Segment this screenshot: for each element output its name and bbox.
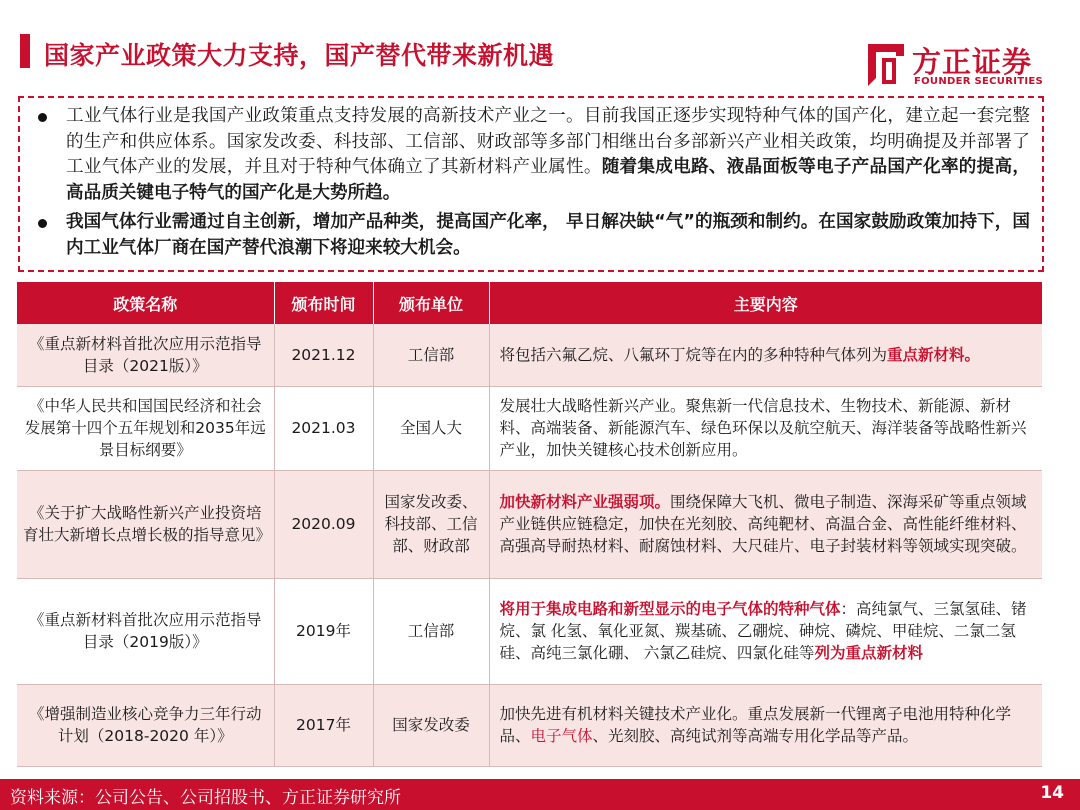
policy-name-cell: 《重点新材料首批次应用示范指导目录（2019版）》 — [17, 578, 274, 684]
issue-date-cell: 2019年 — [274, 578, 373, 684]
summary-box — [18, 96, 1044, 272]
issue-date-cell: 2021.03 — [274, 386, 373, 470]
policy-name-cell: 《重点新材料首批次应用示范指导目录（2021版）》 — [17, 324, 274, 386]
content-cell — [489, 324, 1042, 386]
header-issuer: 颁布单位 — [373, 282, 489, 324]
policy-table — [17, 282, 1042, 767]
issue-date-cell: 2020.09 — [274, 470, 373, 578]
table-row — [17, 470, 1042, 578]
content-text-2: 、光刻胶、高纯试剂等高端专用化学品等产品。 — [592, 727, 919, 745]
page-number: 14 — [1040, 783, 1064, 803]
brand-logo — [862, 42, 1062, 92]
policy-name-cell: 《增强制造业核心竞争力三年行动计划（2018-2020 年）》 — [17, 684, 274, 766]
content-highlight: 将用于集成电路和新型显示的电子气体的特种气体 — [499, 600, 841, 618]
table-row — [17, 386, 1042, 470]
bullet-dot-icon — [38, 113, 47, 122]
table-header-row — [17, 282, 1042, 324]
logo-cn-text: 方正证券 — [912, 45, 1033, 79]
policy-name-cell: 《关于扩大战略性新兴产业投资培育壮大新增长点增长极的指导意见》 — [17, 470, 274, 578]
issuer-cell: 工信部 — [373, 324, 489, 386]
bullet-1-text: 工业气体行业是我国产业政策重点支持发展的高新技术产业之一。目前我国正逐步实现特种气体的国产化，建立起一套完整的生产和供应体系。国家发改委、科技部、工信部、财政部等多部门相继出台多部新兴产业相关政策，均明确提及并部署了工业气体产业的发展，并且对于特种气体确立了其新材料产业属性。 — [66, 106, 1030, 177]
content-text: 加快先进有机材料关键技术产业化。重点发展新一代锂离子电池用特种化学品、 — [499, 705, 1012, 745]
content-text: 发展壮大战略性新兴产业。聚焦新一代信息技术、生物技术、新能源、新材料、高端装备、新能源汽车、绿色环保以及航空航天、海洋装备等战略性新兴产业，加快关键核心技术创新应用。 — [499, 397, 1027, 459]
issue-date-cell: 2021.12 — [274, 324, 373, 386]
issuer-cell: 国家发改委、科技部、工信部、财政部 — [373, 470, 489, 578]
header-main-content: 主要内容 — [489, 282, 1042, 324]
table-row — [17, 684, 1042, 766]
content-cell — [489, 386, 1042, 470]
bullet-2-bold-text: 我国气体行业需通过自主创新，增加产品种类，提高国产化率， 早日解决缺“气”的瓶颈和制约。在国家鼓励政策加持下，国内工业气体厂商在国产替代浪潮下将迎来较大机会。 — [66, 212, 1030, 258]
content-text: 围绕保障大飞机、微电子制造、深海采矿等重点领域产业链供应链稳定，加快在光刻胶、高纯靶材、高温合金、高性能纤维材料、高强高导耐热材料、耐腐蚀材料、大尺硅片、电子封装材料等领域实现突破。 — [499, 493, 1027, 555]
content-cell — [489, 684, 1042, 766]
page-title: 国家产业政策大力支持，国产替代带来新机遇 — [44, 41, 555, 70]
content-text: 将包括六氟乙烷、八氟环丁烷等在内的多种特种气体列为 — [499, 345, 888, 364]
issuer-cell: 国家发改委 — [373, 684, 489, 766]
bullet-1-bold-text: 随着集成电路、液晶面板等电子产品国产化率的提高，高品质关键电子特气的国产化是大势所趋。 — [66, 157, 1030, 203]
table-row — [17, 578, 1042, 684]
logo-en-text: FOUNDER SECURITIES — [914, 76, 1044, 87]
summary-bullet-2 — [32, 210, 1030, 261]
title-accent-bar — [20, 34, 30, 68]
content-highlight: 加快新材料产业强弱项。 — [499, 493, 671, 511]
policy-name-cell: 《中华人民共和国国民经济和社会发展第十四个五年规划和2035年远景目标纲要》 — [17, 386, 274, 470]
founder-logo-icon — [862, 42, 906, 88]
table-row — [17, 324, 1042, 386]
bullet-dot-icon — [38, 219, 47, 228]
header-issue-date: 颁布时间 — [274, 282, 373, 324]
content-cell — [489, 470, 1042, 578]
content-text: ：高纯氯气、三氯氢硅、锗烷、氯 化氢、氧化亚氮、羰基硫、乙硼烷、砷烷、磷烷、甲硅烷、二氯二氢硅、高纯三氯化硼、 六氯乙硅烷、四氯化硅等 — [499, 600, 1027, 662]
content-highlight-2: 列为重点新材料 — [814, 644, 923, 662]
issuer-cell: 全国人大 — [373, 386, 489, 470]
content-cell — [489, 578, 1042, 684]
content-highlight: 重点新材料。 — [887, 345, 981, 364]
issuer-cell: 工信部 — [373, 578, 489, 684]
summary-bullet-1 — [32, 104, 1030, 206]
source-note: 资料来源：公司公告、公司招股书、方正证券研究所 — [10, 788, 401, 808]
content-highlight: 电子气体 — [530, 727, 593, 745]
issue-date-cell: 2017年 — [274, 684, 373, 766]
header-policy-name: 政策名称 — [17, 282, 274, 324]
